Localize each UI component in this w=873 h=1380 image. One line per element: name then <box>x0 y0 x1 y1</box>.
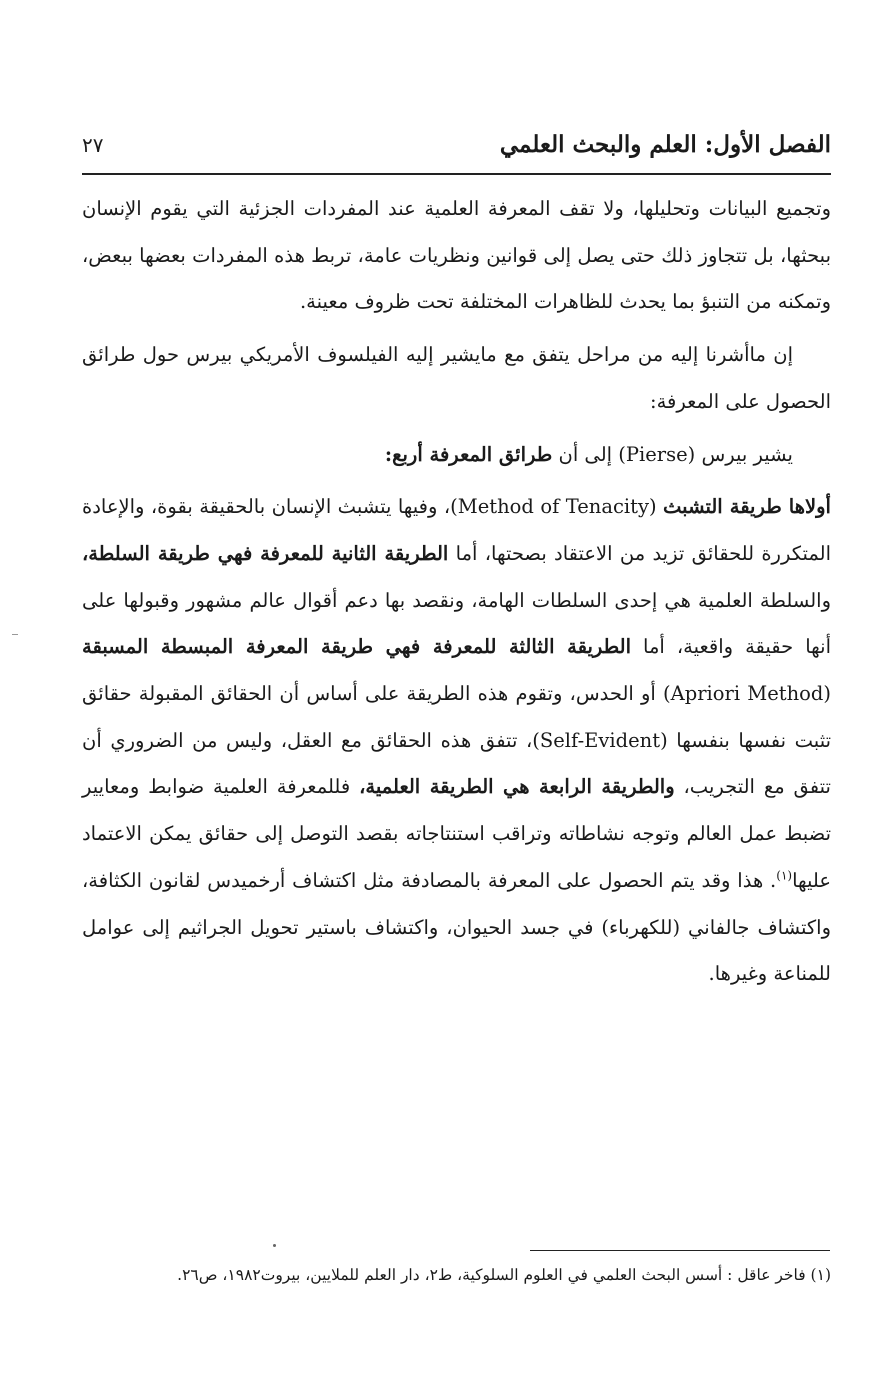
page-number: ٢٧ <box>82 133 104 157</box>
footnote: (١) فاخر عاقل : أسس البحث العلمي في العلوم السلوكية، ط٢، دار العلم للملايين، بيروت١٩٨٢، ص٢٦. <box>177 1266 831 1284</box>
method-2-heading: الطريقة الثانية للمعرفة فهي طريقة السلطة، <box>82 541 449 565</box>
method-3-text: (Apriori Method) أو الحدس، وتقوم هذه الطريقة على أساس أن الحقائق المقبولة حقائق تثبت نفسها بنفسها (Self-Evident)، تتفق هذه الحقائق مع العقل، وليس من الضروري أن تتفق مع التجريب، <box>82 682 832 799</box>
stray-dot <box>273 1244 276 1247</box>
paragraph-3-text: يشير بيرس (Pierse) إلى أن <box>558 442 793 466</box>
paragraph-3-bold: طرائق المعرفة أربع: <box>384 442 553 466</box>
paragraph-1: وتجميع البيانات وتحليلها، ولا تقف المعرفة العلمية عند المفردات الجزئية التي يقوم الإنسان ببحثها، بل تتجاوز ذلك حتى يصل إلى قوانين ونظريات عامة، تربط هذه المفردات بعضها ببعض، وتمكنه من التنبؤ بما يحدث للظاهرات المختلفة تحت ظروف معينة. <box>82 197 831 314</box>
footnote-reference[interactable]: (١) <box>776 868 793 883</box>
margin-mark <box>12 634 18 635</box>
paragraph-4 <box>82 484 831 998</box>
method-3-heading: الطريقة الثالثة للمعرفة فهي طريقة المعرفة المبسطة المسبقة <box>82 635 631 659</box>
chapter-title: الفصل الأول: العلم والبحث العلمي <box>499 131 831 158</box>
footnote-separator <box>530 1250 830 1251</box>
method-4-text: فللمعرفة العلمية ضوابط ومعايير تضبط عمل العالم وتوجه نشاطاته وتراقب استنتاجاته بقصد التوصل إلى حقائق يمكن الاعتماد عليها <box>82 775 831 892</box>
method-1-heading: أولاها طريقة التشبث <box>663 495 831 519</box>
paragraph-3 <box>82 432 831 479</box>
method-4-heading: والطريقة الرابعة هي الطريقة العلمية، <box>359 775 675 799</box>
method-1-text: (Method of Tenacity)، وفيها يتشبث الإنسان بالحقيقة بقوة، والإعادة المتكررة للحقائق تزيد من الاعتقاد بصحتها، أما <box>82 495 832 565</box>
body-text <box>82 186 831 998</box>
method-2-text: والسلطة العلمية هي إحدى السلطات الهامة، ونقصد بها دعم أقوال عالم مشهور وقبولها على أنها حقيقة واقعية، أما <box>82 588 831 659</box>
running-header <box>82 125 831 175</box>
closing-text: . هذا وقد يتم الحصول على المعرفة بالمصادفة مثل اكتشاف أرخميدس لقانون الكثافة، واكتشاف جالفاني (للكهرباء) في جسد الحيوان، واكتشاف باستير تحويل الجراثيم إلى عوامل للمناعة وغيرها. <box>82 868 831 986</box>
paragraph-2: إن ماأشرنا إليه من مراحل يتفق مع مايشير إليه الفيلسوف الأمريكي بيرس حول طرائق الحصول على المعرفة: <box>82 343 831 413</box>
